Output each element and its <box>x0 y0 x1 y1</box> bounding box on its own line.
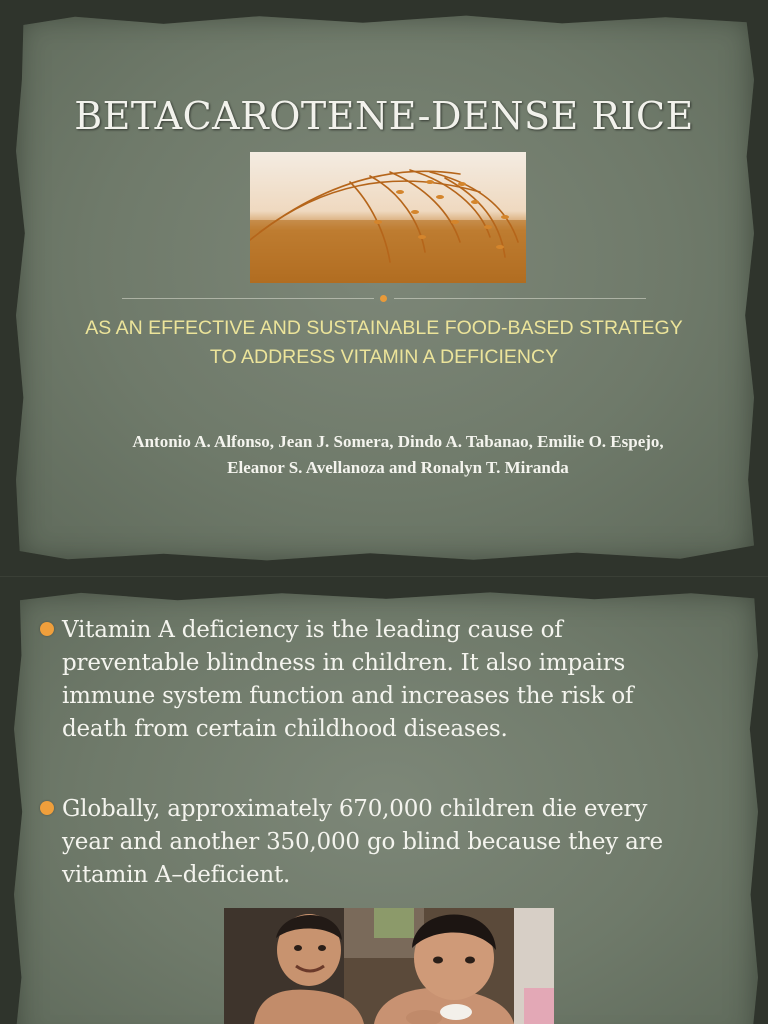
subtitle-line-1: AS AN EFFECTIVE AND SUSTAINABLE FOOD-BASED STRATEGY <box>85 317 683 339</box>
bullet-line: vitamin A–deficient. <box>62 862 291 888</box>
bullet-line: death from certain childhood diseases. <box>62 716 508 742</box>
divider-line-left <box>122 298 374 299</box>
bullet-line: Globally, approximately 670,000 children die every <box>62 796 648 822</box>
authors <box>48 429 748 481</box>
divider-dot <box>380 295 387 302</box>
authors-line-1: Antonio A. Alfonso, Jean J. Somera, Dindo A. Tabanao, Emilie O. Espejo, <box>132 432 664 451</box>
children-eating-rice-photo <box>224 908 554 1024</box>
slide-subtitle <box>30 314 738 372</box>
bullet-dot-icon <box>40 622 54 636</box>
divider-line-right <box>394 298 646 299</box>
bullet-item-vad-blindness <box>40 614 740 746</box>
bullet-item-global-stats <box>40 793 740 892</box>
authors-line-2: Eleanor S. Avellanoza and Ronalyn T. Miranda <box>227 458 569 477</box>
bullet-line: year and another 350,000 go blind because they are <box>62 829 663 855</box>
rice-panicle-photo <box>250 152 526 283</box>
bullet-line: Vitamin A deficiency is the leading cause of <box>62 617 563 643</box>
bullet-line: immune system function and increases the risk of <box>62 683 634 709</box>
subtitle-line-2: TO ADDRESS VITAMIN A DEFICIENCY <box>209 346 559 368</box>
bullet-dot-icon <box>40 801 54 815</box>
bullet-line: preventable blindness in children. It also impairs <box>62 650 626 676</box>
slide-title: BETACAROTENE-DENSE RICE <box>74 94 694 138</box>
bullet-list <box>40 614 740 892</box>
